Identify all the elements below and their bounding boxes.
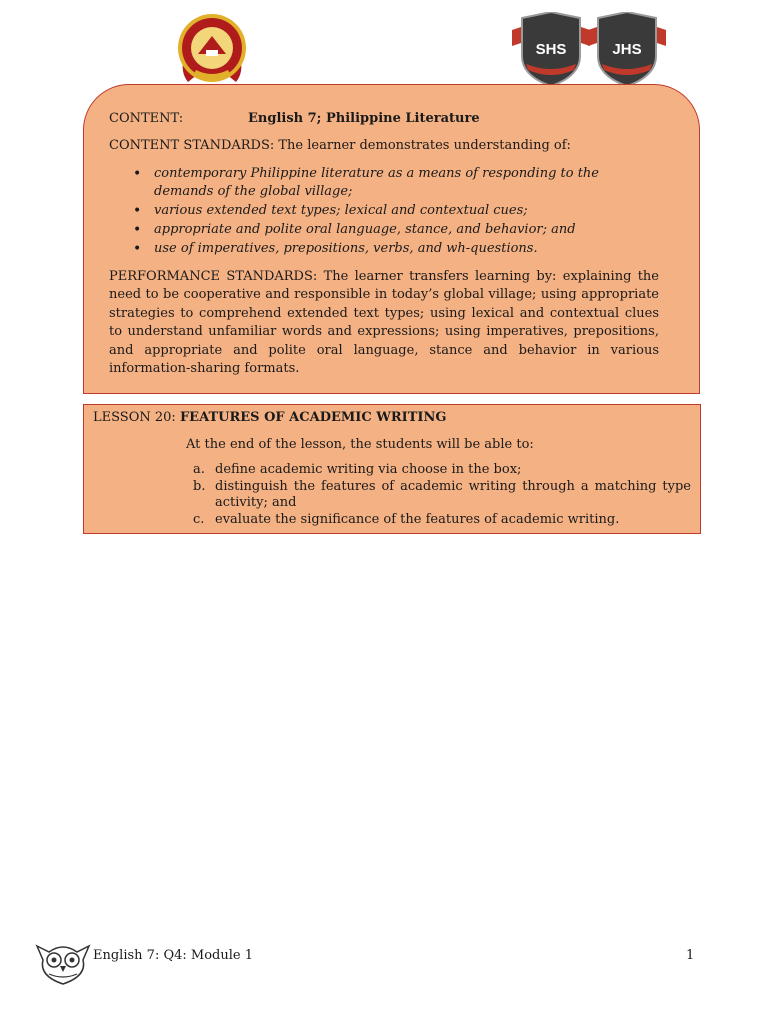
objective-marker: c. <box>193 511 205 527</box>
shs-shield-icon <box>512 12 590 86</box>
list-item <box>186 512 691 529</box>
shs-badge-label: SHS <box>535 41 567 58</box>
lesson-intro: At the end of the lesson, the students will be able to: <box>186 437 534 452</box>
list-item <box>186 479 691 512</box>
lesson-heading <box>93 409 446 427</box>
objectives-list <box>186 462 691 528</box>
list-item: • use of imperatives, prepositions, verbs, and wh-questions. <box>109 240 659 258</box>
lesson-number: LESSON 20: <box>93 410 176 425</box>
lesson-title: FEATURES OF ACADEMIC WRITING <box>179 410 447 425</box>
objective-marker: b. <box>193 478 206 494</box>
list-item: • appropriate and polite oral language, stance, and behavior; and <box>109 221 659 239</box>
content-value: English 7; Philippine Literature <box>248 111 480 126</box>
list-item: • contemporary Philippine literature as a means of responding to the demands of the global village; <box>109 165 659 201</box>
performance-standards: PERFORMANCE STANDARDS: The learner transfers learning by: explaining the need to be cooperative and responsible in today’s global village; using appropriate strategies to comprehend extended text types; using lexical and contextual clues to understand unfamiliar words and expressions; using imperatives, prepositions, and appropriate and polite oral language, stance and behavior in various information-sharing formats. <box>109 269 659 377</box>
objective-text: distinguish the features of academic writing through a matching type activity; and <box>215 478 691 510</box>
content-standards-box <box>83 84 700 394</box>
content-standards-list <box>109 165 659 259</box>
list-item <box>186 462 691 479</box>
content-standards-heading: CONTENT STANDARDS: The learner demonstrates understanding of: <box>109 138 571 153</box>
jhs-shield-icon <box>588 12 666 86</box>
list-item: • various extended text types; lexical and contextual cues; <box>109 202 659 220</box>
page-number: 1 <box>686 948 695 963</box>
owl-mascot-icon <box>35 938 91 986</box>
lesson-box <box>83 404 701 534</box>
footer-module-label: English 7: Q4: Module 1 <box>93 948 253 963</box>
objective-text: evaluate the significance of the features of academic writing. <box>215 511 620 527</box>
content-label: CONTENT: <box>109 111 184 126</box>
jhs-badge-label: JHS <box>612 41 642 58</box>
objective-marker: a. <box>193 462 205 477</box>
university-seal-icon <box>176 12 248 86</box>
objective-text: define academic writing via choose in the box; <box>215 462 522 477</box>
